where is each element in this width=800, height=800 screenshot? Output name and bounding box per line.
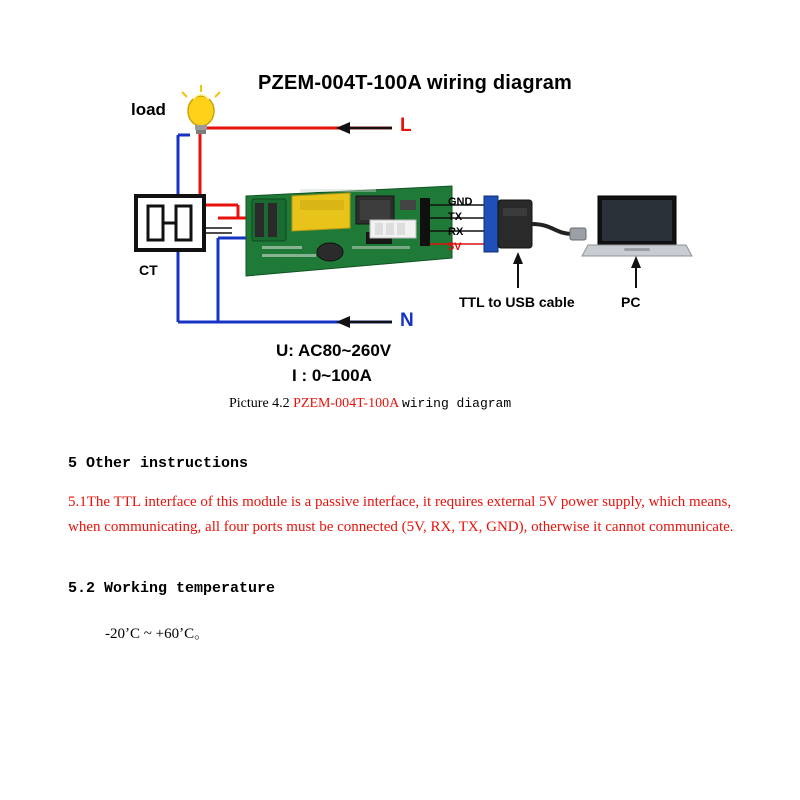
ttl-usb-cable-label: TTL to USB cable — [459, 294, 575, 310]
gnd-pin-label: GND — [448, 196, 473, 208]
heading-working-temperature: 5.2 Working temperature — [68, 580, 276, 597]
temperature-range-value: -20ʼC ~ +60ʼC。 — [105, 626, 210, 642]
heading-other-instructions: 5 Other instructions — [68, 455, 249, 472]
neutral-label: N — [400, 310, 414, 331]
tx-pin-label: TX — [448, 211, 463, 223]
pc-label: PC — [621, 294, 641, 310]
caption-suffix: wiring diagram — [401, 396, 512, 411]
diagram-title: PZEM-004T-100A wiring diagram — [258, 72, 573, 94]
current-spec: I : 0~100A — [292, 366, 372, 385]
5v-pin-label: 5V — [448, 241, 462, 253]
caption-highlight: PZEM-004T-100A — [293, 396, 399, 411]
caption-prefix: Picture 4.2 — [229, 396, 290, 411]
load-label: load — [131, 100, 166, 119]
rx-pin-label: RX — [448, 226, 464, 238]
paragraph-ttl-interface: 5.1The TTL interface of this module is a passive interface, it requires external 5V power supply, which means, when communicating, all four ports must be connected (5V, RX, TX, GND), otherwise it cannot communicate. — [68, 494, 734, 535]
ct-label: CT — [139, 262, 158, 278]
figure-caption — [229, 396, 511, 412]
voltage-spec: U: AC80~260V — [276, 341, 392, 360]
live-label: L — [400, 115, 412, 136]
